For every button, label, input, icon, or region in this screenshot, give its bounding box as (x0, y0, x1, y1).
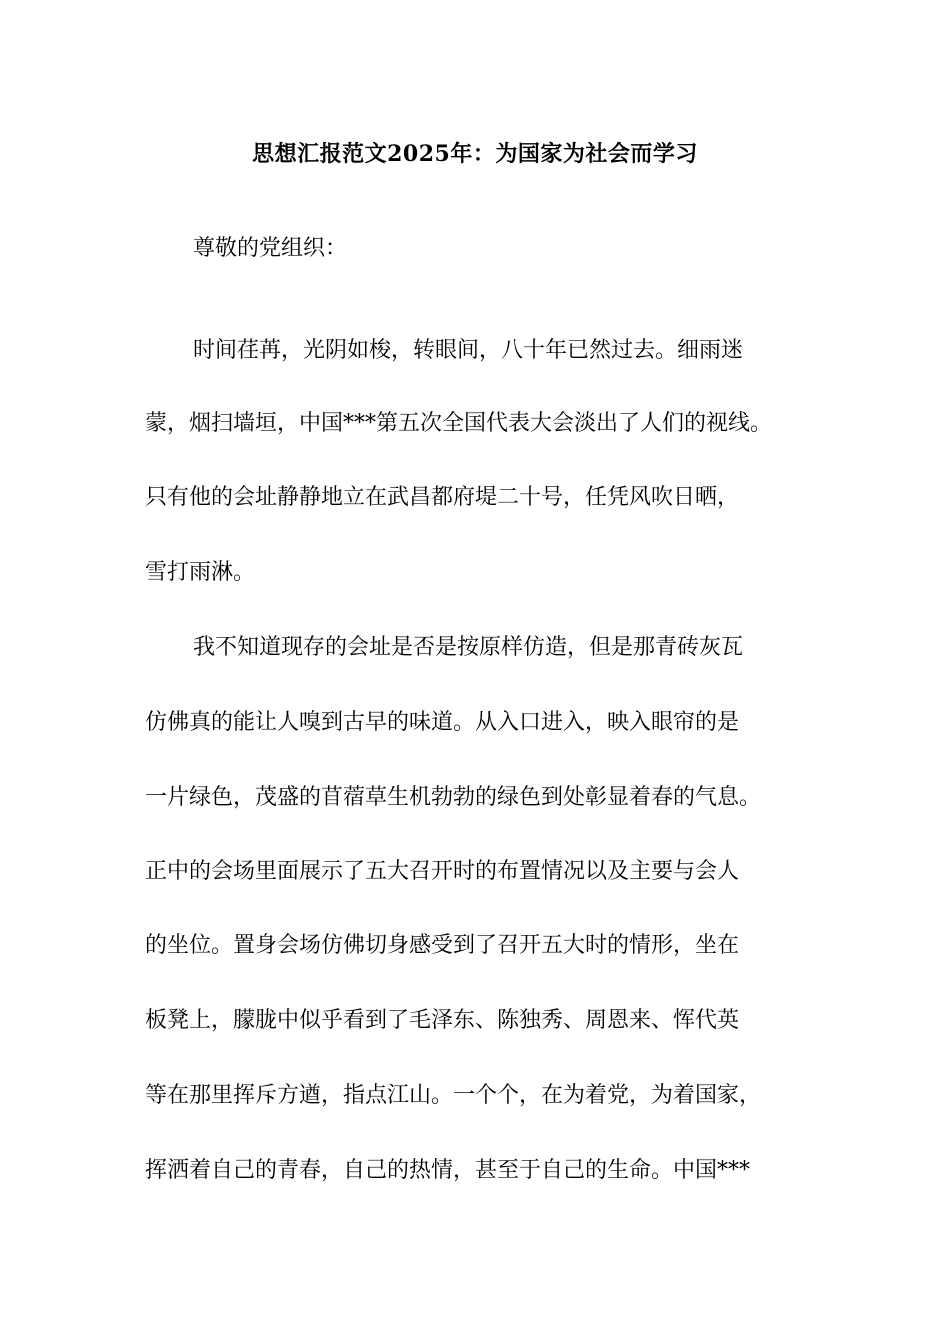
document-title: 思想汇报范文2025年：为国家为社会而学习 (252, 141, 698, 167)
salutation: 尊敬的党组织： (193, 236, 348, 261)
paragraph-line: 只有他的会址静静地立在武昌都府堤二十号，任凭风吹日晒， (145, 485, 740, 510)
paragraph-line: 仿佛真的能让人嗅到古早的味道。从入口进入，映入眼帘的是 (145, 710, 740, 735)
paragraph-line: 时间荏苒，光阴如梭，转眼间，八十年已然过去。细雨迷 (193, 338, 744, 363)
paragraph-line: 雪打雨淋。 (145, 560, 256, 585)
paragraph-line: 蒙，烟扫墙垣，中国***第五次全国代表大会淡出了人们的视线。 (145, 411, 773, 436)
paragraph-line: 正中的会场里面展示了五大召开时的布置情况以及主要与会人 (145, 859, 740, 884)
paragraph-line: 挥洒着自己的青春，自己的热情，甚至于自己的生命。中国*** (145, 1158, 751, 1183)
paragraph-line: 一片绿色，茂盛的苜蓿草生机勃勃的绿色到处彰显着春的气息。 (145, 785, 762, 810)
paragraph-line: 的坐位。置身会场仿佛切身感受到了召开五大时的情形，坐在 (145, 933, 740, 958)
paragraph-line: 我不知道现存的会址是否是按原样仿造，但是那青砖灰瓦 (193, 635, 744, 660)
paragraph-line: 等在那里挥斥方遒，指点江山。一个个，在为着党，为着国家， (145, 1083, 762, 1108)
paragraph-line: 板凳上，朦胧中似乎看到了毛泽东、陈独秀、周恩来、恽代英 (145, 1008, 740, 1033)
